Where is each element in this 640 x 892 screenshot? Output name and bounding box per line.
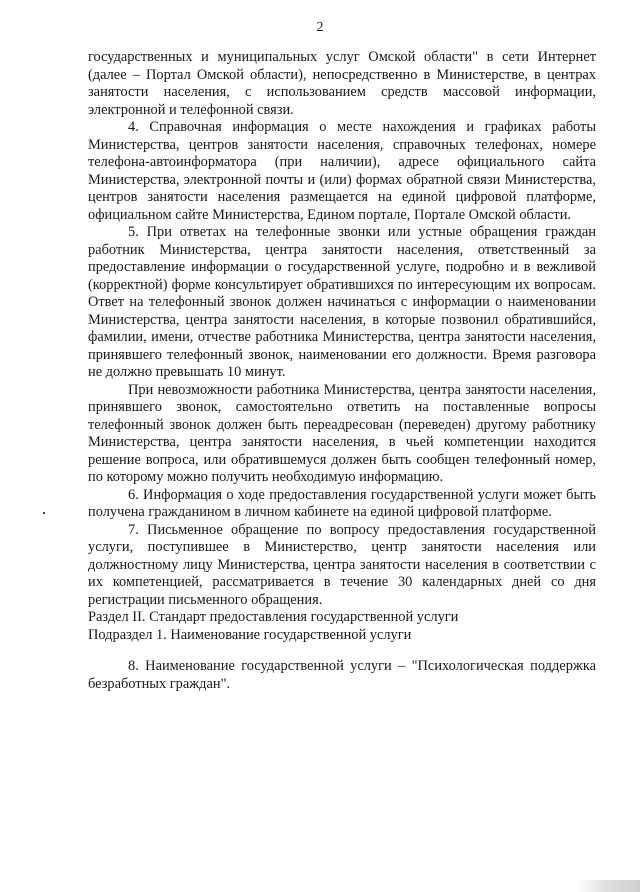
paragraph-6: 6. Информация о ходе предоставления государственной услуги может быть получена гражданином в личном кабинете на единой цифровой платформе. [88, 486, 596, 520]
section-heading: Раздел II. Стандарт предоставления государственной услуги [88, 609, 459, 625]
paragraph-5: 5. При ответах на телефонные звонки или устные обращения граждан работник Министерства, центра занятости населения, ответственный за предоставление информации о государственной услуге, подробно и в вежливой (корректной) форме консультирует обратившихся по интересующим их вопросам. Ответ на телефонный звонок должен начинаться с информации о наименовании Министерства, центра занятости населения, в которые позвонил обратившийся, фамилии, имени, отчестве работника Министерства, центра занятости населения, принявшего телефонный звонок, наименовании его должности. Время разговора не должно превышать 10 минут. [88, 224, 596, 380]
subsection-heading: Подраздел 1. Наименование государственной услуги [88, 626, 412, 643]
page-number: 2 [316, 20, 324, 35]
paragraph-8: 8. Наименование государственной услуги – "Психологическая поддержка безработных граждан". [88, 658, 596, 692]
document-body [88, 49, 596, 693]
paragraph-7: 7. Письменное обращение по вопросу предоставления государственной услуги, поступившее в Министерство, центр занятости населения или должностному лицу Министерства, центра занятости населения в соответствии с их компетенцией, рассматривается в течение 30 календарных дней со дня регистрации письменного обращения. [88, 521, 596, 608]
paragraph-4: 4. Справочная информация о месте нахождения и графиках работы Министерства, центров занятости населения, справочных телефонах, номере телефона-автоинформатора (при наличии), адресе официального сайта Министерства, электронной почты и (или) формах обратной связи Министерства, центров занятости населения размещается на единой цифровой платформе, официальном сайте Министерства, Едином портале, Портале Омской области. [88, 119, 596, 223]
paragraph-5-continued: При невозможности работника Министерства, центра занятости населения, принявшего звонок, самостоятельно ответить на поставленные вопросы телефонный звонок должен быть переадресован (переведен) другому работнику Министерства, центра занятости населения, в чьей компетенции находится решение вопроса, или обратившемуся должен быть сообщен телефонный номер, по которому можно получить необходимую информацию. [88, 381, 596, 485]
scan-speck [43, 512, 45, 514]
paragraph-continuation: государственных и муниципальных услуг Омской области" в сети Интернет (далее – Портал Омской области), непосредственно в Министерстве, в центрах занятости населения, с использованием средств массовой информации, электронной и телефонной связи. [88, 49, 596, 118]
scan-edge-shadow [576, 880, 640, 892]
